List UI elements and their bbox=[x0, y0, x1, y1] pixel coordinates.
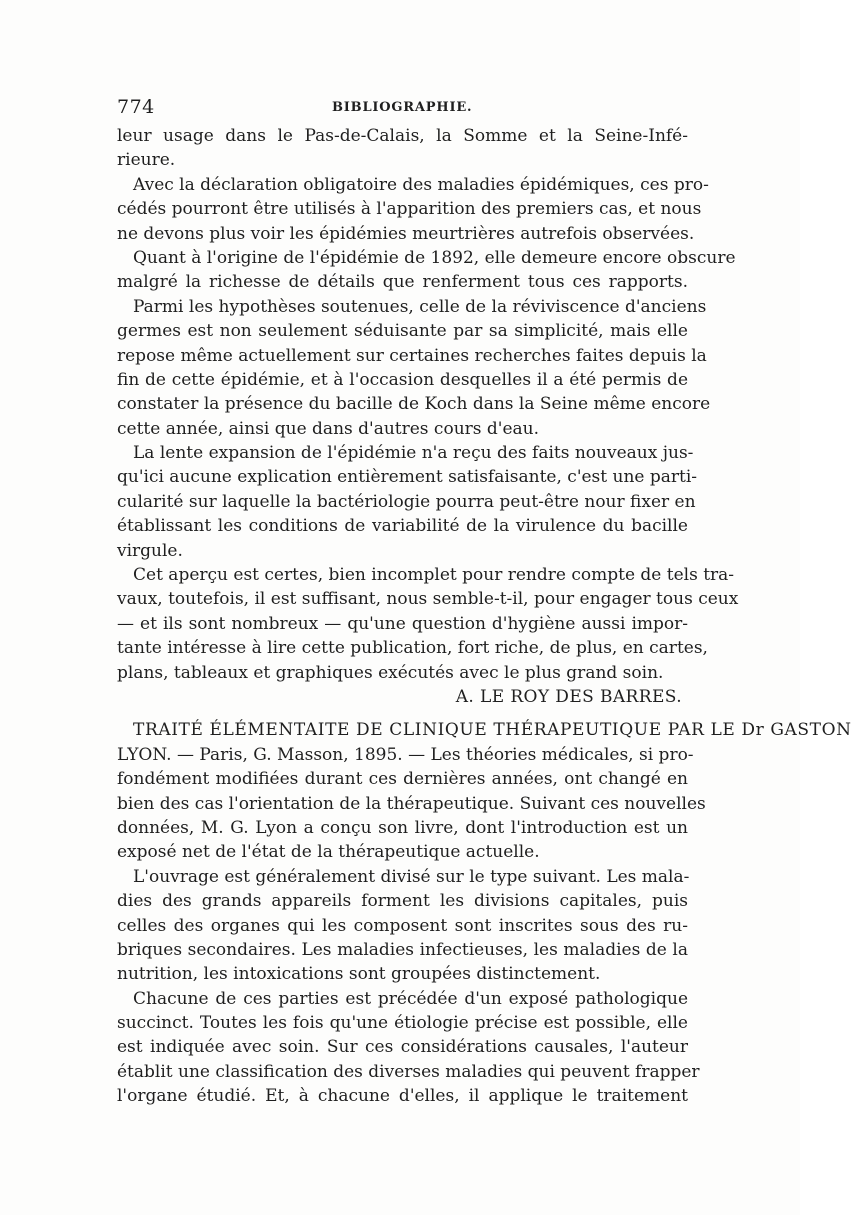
text-line: LYON. — Paris, G. Masson, 1895. — Les théories médicales, si pro- bbox=[117, 744, 694, 765]
text-line: Cet aperçu est certes, bien incomplet pour rendre compte de tels tra- bbox=[133, 565, 735, 586]
text-line: plans, tableaux et graphiques exécutés avec le plus grand soin. bbox=[117, 662, 664, 683]
review-title: TRAITÉ ÉLÉMENTAITE DE CLINIQUE THÉRAPEUTIQUE PAR LE Dr GASTON bbox=[133, 720, 852, 741]
text-line: malgré la richesse de détails que renferment tous ces rapports. bbox=[117, 272, 688, 293]
text-line: Quant à l'origine de l'épidémie de 1892, elle demeure encore obscure bbox=[133, 247, 736, 268]
text-line: rieure. bbox=[117, 150, 176, 171]
page-header bbox=[117, 96, 688, 124]
text-line: vaux, toutefois, il est suffisant, nous semble-t-il, pour engager tous ceux bbox=[117, 589, 739, 610]
text-line: Chacune de ces parties est précédée d'un exposé pathologique bbox=[133, 988, 688, 1009]
text-line: virgule. bbox=[117, 540, 183, 561]
text-line: nutrition, les intoxications sont groupées distinctement. bbox=[117, 964, 601, 985]
text-line: ne devons plus voir les épidémies meurtrières autrefois observées. bbox=[117, 223, 695, 244]
text-line: leur usage dans le Pas-de-Calais, la Somme et la Seine-Infé- bbox=[117, 126, 688, 146]
body-text bbox=[117, 124, 852, 1109]
text-line: Avec la déclaration obligatoire des maladies épidémiques, ces pro- bbox=[133, 174, 709, 195]
text-line: qu'ici aucune explication entièrement satisfaisante, c'est une parti- bbox=[117, 467, 698, 488]
text-line: L'ouvrage est généralement divisé sur le type suivant. Les mala- bbox=[133, 866, 690, 887]
text-line: établit une classification des diverses maladies qui peuvent frapper bbox=[117, 1061, 700, 1082]
text-line: celles des organes qui les composent sont inscrites sous des ru- bbox=[117, 915, 688, 936]
text-line: repose même actuellement sur certaines recherches faites depuis la bbox=[117, 345, 707, 366]
text-line: tante intéresse à lire cette publication, fort riche, de plus, en cartes, bbox=[117, 638, 708, 659]
text-line: est indiquée avec soin. Sur ces considérations causales, l'auteur bbox=[117, 1037, 688, 1058]
text-line: constater la présence du bacille de Koch dans la Seine même encore bbox=[117, 394, 711, 415]
running-head: BIBLIOGRAPHIE. bbox=[332, 100, 473, 115]
text-line: établissant les conditions de variabilité de la virulence du bacille bbox=[117, 516, 688, 537]
text-line: données, M. G. Lyon a conçu son livre, dont l'introduction est un bbox=[117, 817, 688, 838]
text-line: cédés pourront être utilisés à l'apparition des premiers cas, et nous bbox=[117, 199, 702, 220]
text-line: Parmi les hypothèses soutenues, celle de la réviviscence d'anciens bbox=[133, 296, 707, 317]
section-gap bbox=[117, 709, 688, 718]
review-signature: A. LE ROY DES BARRES. bbox=[455, 686, 682, 707]
text-line: fin de cette épidémie, et à l'occasion desquelles il a été permis de bbox=[117, 369, 688, 390]
text-line: fondément modifiées durant ces dernières années, ont changé en bbox=[117, 769, 688, 790]
page-number: 774 bbox=[117, 96, 155, 118]
text-line: dies des grands appareils forment les divisions capitales, puis bbox=[117, 891, 688, 912]
text-line: succinct. Toutes les fois qu'une étiologie précise est possible, elle bbox=[117, 1013, 688, 1034]
text-line: exposé net de l'état de la thérapeutique actuelle. bbox=[117, 842, 540, 863]
text-line: cette année, ainsi que dans d'autres cours d'eau. bbox=[117, 418, 539, 439]
text-line: La lente expansion de l'épidémie n'a reçu des faits nouveaux jus- bbox=[133, 443, 694, 464]
text-line: l'organe étudié. Et, à chacune d'elles, il applique le traitement bbox=[117, 1086, 688, 1107]
text-line: cularité sur laquelle la bactériologie pourra peut-être nour fixer en bbox=[117, 491, 696, 512]
text-line: — et ils sont nombreux — qu'une question d'hygiène aussi impor- bbox=[117, 613, 688, 634]
text-line: briques secondaires. Les maladies infectieuses, les maladies de la bbox=[117, 939, 688, 960]
text-line: germes est non seulement séduisante par sa simplicité, mais elle bbox=[117, 321, 688, 342]
text-line: bien des cas l'orientation de la thérapeutique. Suivant ces nouvelles bbox=[117, 793, 706, 814]
